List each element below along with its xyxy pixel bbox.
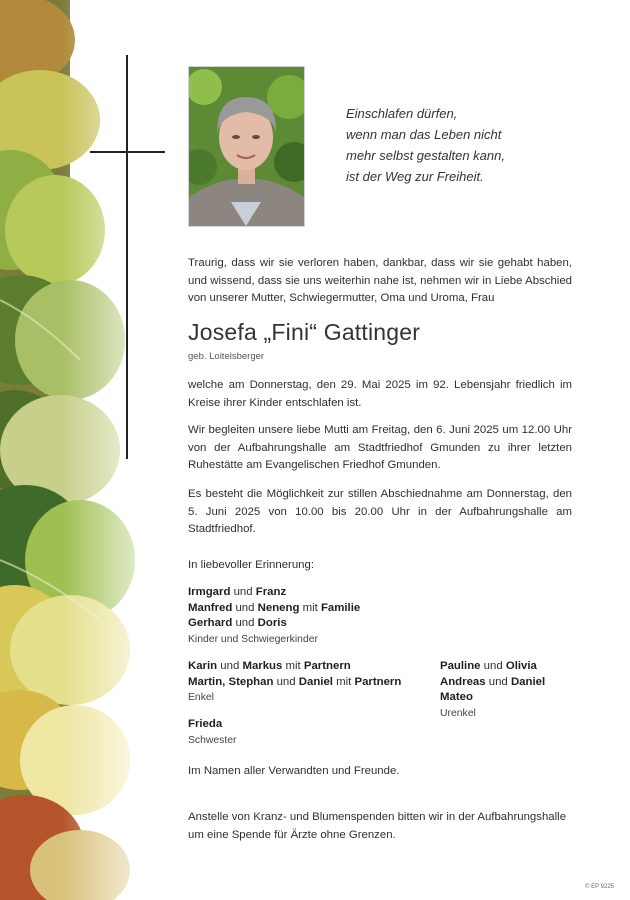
deceased-name: Josefa „Fini“ Gattinger (188, 319, 421, 345)
poem (346, 103, 596, 187)
relatives-line: Im Namen aller Verwandten und Freunde. (188, 765, 400, 777)
mourner-line: Martin, Stephan und Daniel mit Partnern (188, 675, 402, 688)
mourner-line: Pauline und Olivia (440, 660, 537, 672)
mourner-line: Manfred und Neneng mit Familie (188, 601, 361, 614)
relation-label: Schwester (188, 734, 237, 746)
mourner-line: Frieda (188, 718, 223, 730)
leaf-border-image (0, 0, 220, 900)
mourner-line: Karin und Markus mit Partnern (188, 660, 351, 672)
death-paragraph: welche am Donnerstag, den 29. Mai 2025 im 92. Lebensjahr friedlich im Kreise ihrer Kinder entschlafen ist. (188, 379, 572, 409)
donation-note: Anstelle von Kranz- und Blumenspenden bitten wir in der Aufbahrungshalle um eine Spende für Ärzte ohne Grenzen. (188, 811, 567, 841)
funeral-paragraph: Wir begleiten unsere liebe Mutti am Freitag, den 6. Juni 2025 um 12.00 Uhr von der Aufbahrungshalle am Stadtfriedhof Gmunden zu ihrer letzten Ruhestätte am Evangelischen Friedhof Gmunden. (188, 424, 572, 472)
relation-label: Urenkel (440, 707, 476, 719)
portrait-photo (188, 66, 305, 227)
poem-line: wenn man das Leben nicht (346, 127, 502, 142)
cross-vertical-bar (126, 55, 128, 459)
mourner-line: Andreas und Daniel (440, 675, 546, 688)
mourners-children (188, 585, 360, 647)
mourner-line: Mateo (440, 691, 473, 703)
poem-line: mehr selbst gestalten kann, (346, 148, 505, 163)
mourners-sister (188, 717, 237, 748)
relation-label: Enkel (188, 692, 214, 703)
memory-heading: In liebevoller Erinnerung: (188, 559, 315, 571)
cross-horizontal-bar (90, 151, 165, 153)
mourners-grandchildren (188, 659, 401, 706)
birth-name: geb. Loitelsberger (188, 351, 265, 362)
mourner-line: Gerhard und Doris (188, 617, 287, 629)
poem-line: ist der Weg zur Freiheit. (346, 169, 484, 184)
poem-line: Einschlafen dürfen, (346, 106, 458, 121)
relation-label: Kinder und Schwiegerkinder (188, 633, 318, 645)
mourners-great-grandchildren (440, 659, 545, 721)
intro-paragraph: Traurig, dass wir sie verloren haben, dankbar, dass wir sie gehabt haben, und wissend, dass sie uns weiterhin nahe ist, nehmen wir in Liebe Abschied von unserer Mutter, Schwiegermutter, Oma und Uroma, Frau (188, 257, 572, 305)
copyright-note: © EP 9225 (585, 884, 614, 890)
farewell-paragraph: Es besteht die Möglichkeit zur stillen Abschiednahme am Donnerstag, den 5. Juni 2025 von 10.00 bis 20.00 Uhr in der Aufbahrungshalle am Stadtfriedhof. (188, 488, 572, 536)
mourner-line: Irmgard und Franz (188, 586, 287, 598)
